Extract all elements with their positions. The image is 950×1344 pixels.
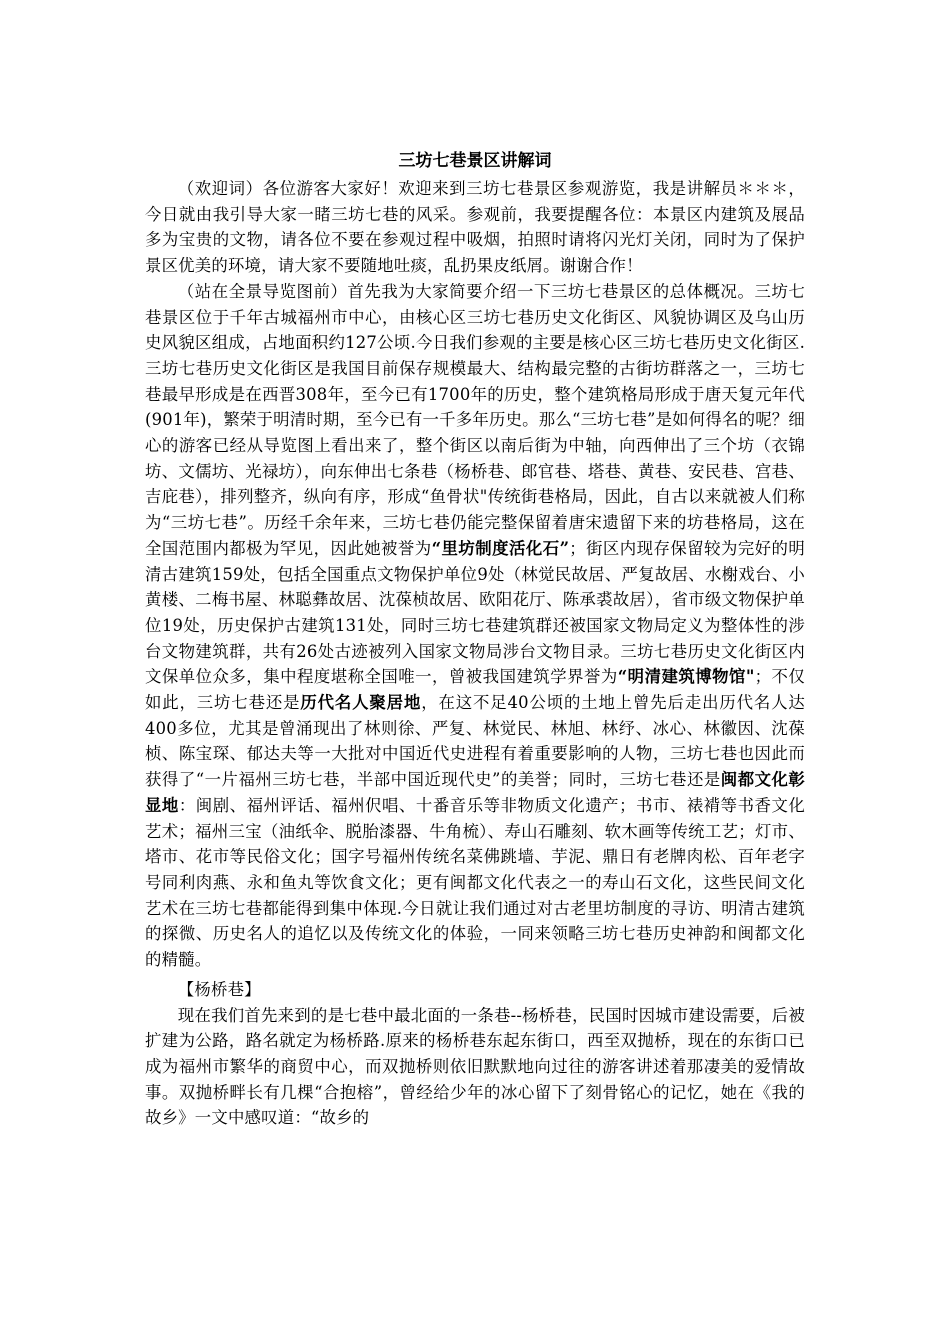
overview-paragraph (145, 279, 805, 973)
highlight-celebrity-residence: 历代名人聚居地 (300, 693, 422, 713)
yangqiao-paragraph: 现在我们首先来到的是七巷中最北面的一条巷--杨桥巷，民国时因城市建设需要，后被扩建为公路，路名就定为杨桥路.原来的杨桥巷东起东街口，西至双抛桥，现在的东街口已成为福州市繁华的商贸中心，而双抛桥则依旧默默地向过往的游客讲述着那凄美的爱情故事。双抛桥畔长有几棵“合抱榕”，曾经给少年的冰心留下了刻骨铭心的记忆，她在《我的故乡》一文中感叹道：“故乡的 (145, 1005, 805, 1128)
overview-text-2: ；街区内现存保留较为完好的明清古建筑159处，包括全国重点文物保护单位9处（林觉民故居、严复故居、水榭戏台、小黄楼、二梅书屋、林聪彝故居、沈葆桢故居、欧阳花厅、陈承裘故居），省市级文物保护单位19处，历史保护古建筑131处，同时三坊七巷建筑群还被国家文物局定义为整体性的涉台文物建筑群，共有26处古迹被列入国家文物局涉台文物目录。三坊七巷历史文化街区内文保单位众多，集中程度堪称全国唯一，曾被我国建筑学界誉为 (145, 538, 805, 687)
highlight-architecture-museum: “明清建筑博物馆" (617, 667, 755, 687)
overview-text-5: ：闽剧、福州评话、福州伬唱、十番音乐等非物质文化遗产；书市、裱褙等书香文化艺术；福州三宝（油纸伞、脱胎漆器、牛角梳）、寿山石雕刻、软木画等传统工艺；灯市、塔市、花市等民俗文化；国字号福州传统名菜佛跳墙、芋泥、鼎日有老牌肉松、百年老字号同利肉燕、永和鱼丸等饮食文化；更有闽都文化代表之一的寿山石文化，这些民间文化艺术在三坊七巷都能得到集中体现.今日就让我们通过对古老里坊制度的寻访、明清古建筑的探微、历史名人的追忆以及传统文化的体验，一同来领略三坊七巷历史神韵和闽都文化的精髓。 (145, 795, 805, 970)
overview-text-4: ，在这不足40公顷的土地上曾先后走出历代名人达400多位，尤其是曾涌现出了林则徐、严复、林觉民、林旭、林纾、冰心、林徽因、沈葆桢、陈宝琛、郁达夫等一大批对中国近代史进程有着重要影响的人物，三坊七巷也因此而获得了“一片福州三坊七巷，半部中国近现代史”的美誉；同时，三坊七巷还是 (145, 693, 805, 790)
overview-text-1: （站在全景导览图前）首先我为大家简要介绍一下三坊七巷景区的总体概况。三坊七巷景区位于千年古城福州市中心，由核心区三坊七巷历史文化街区、风貌协调区及乌山历史风貌区组成，占地面积约127公顷.今日我们参观的主要是核心区三坊七巷历史文化街区.三坊七巷历史文化街区是我国目前保存规模最大、结构最完整的古街坊群落之一，三坊七巷最早形成是在西晋308年，至今已有1700年的历史，整个建筑格局形成于唐天复元年代(901年)，繁荣于明清时期，至今已有一千多年历史。那么“三坊七巷”是如何得名的呢？细心的游客已经从导览图上看出来了，整个街区以南后街为中轴，向西伸出了三个坊（衣锦坊、文儒坊、光禄坊），向东伸出七条巷（杨桥巷、郎官巷、塔巷、黄巷、安民巷、宫巷、吉庇巷），排列整齐，纵向有序，形成“鱼骨状"传统街巷格局，因此，自古以来就被人们称为“三坊七巷”。历经千余年来，三坊七巷仍能完整保留着唐宋遗留下来的坊巷格局，这在全国范围内都极为罕见，因此她被誉为 (145, 281, 805, 558)
document-body (145, 148, 805, 1131)
highlight-mindu-culture: 闽都文化彰显地 (145, 770, 806, 815)
highlight-living-fossil: “里坊制度活化石” (431, 538, 570, 558)
overview-text-3: ；不仅如此，三坊七巷还是 (145, 667, 805, 713)
document-title: 三坊七巷景区讲解词 (398, 151, 552, 171)
section-heading-yangqiao: 【杨桥巷】 (177, 979, 261, 999)
welcome-paragraph: （欢迎词）各位游客大家好！欢迎来到三坊七巷景区参观游览，我是讲解员＊＊＊，今日就由我引导大家一睹三坊七巷的风采。参观前，我要提醒各位：本景区内建筑及展品多为宝贵的文物，请各位不要在参观过程中吸烟，拍照时请将闪光灯关闭，同时为了保护景区优美的环境，请大家不要随地吐痰，乱扔果皮纸屑。谢谢合作！ (145, 179, 805, 276)
